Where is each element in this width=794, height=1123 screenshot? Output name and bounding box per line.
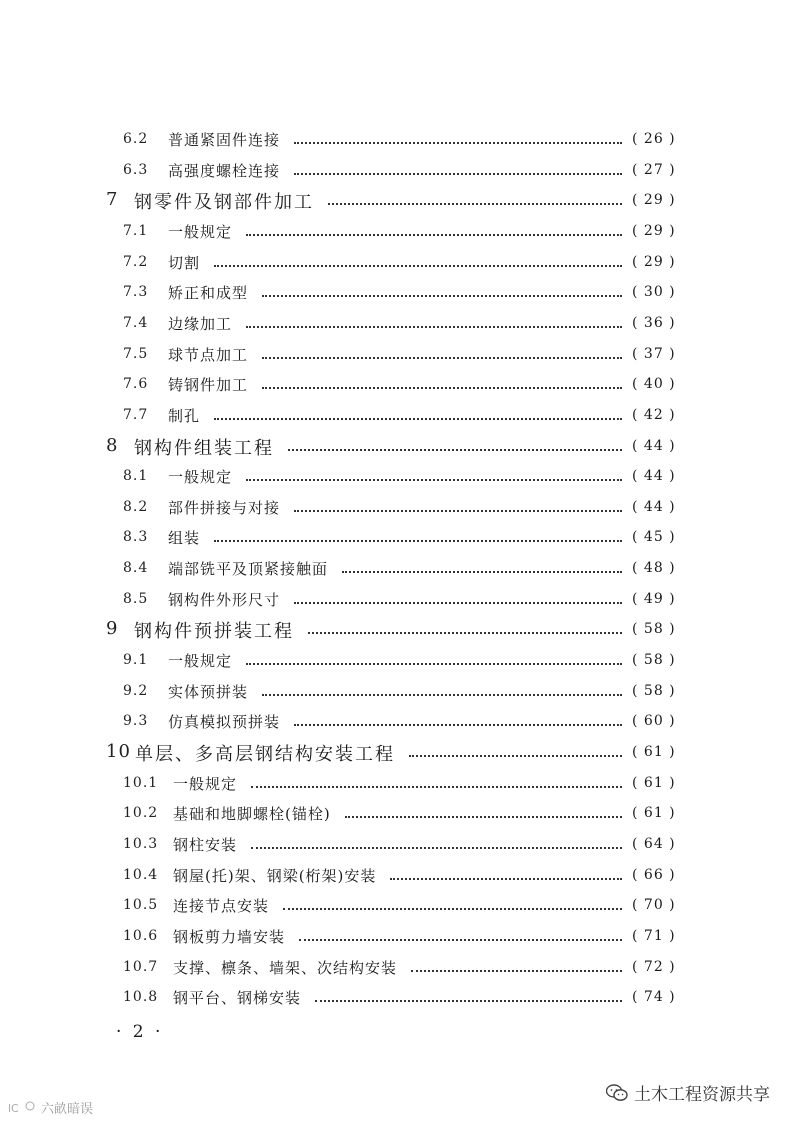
watermark-right-text: 土木工程资源共享 — [634, 1085, 770, 1105]
toc-page-number: ( 30 ) — [632, 284, 676, 301]
toc-section-entry — [0, 526, 794, 552]
toc-page-number: ( 60 ) — [632, 713, 676, 730]
toc-page-number: ( 29 ) — [632, 253, 676, 270]
toc-section-entry — [0, 404, 794, 430]
toc-title: 端部铣平及顶紧接触面 — [168, 560, 329, 579]
toc-section-entry — [0, 833, 794, 859]
toc-title: 切割 — [168, 253, 201, 272]
toc-page-number: ( 66 ) — [632, 866, 676, 883]
toc-section-entry — [0, 894, 794, 920]
toc-number: 9.1 — [123, 652, 149, 669]
toc-number: 10.5 — [123, 897, 159, 914]
toc-title: 钢零件及钢部件加工 — [134, 192, 314, 214]
toc-page-number: ( 29 ) — [632, 192, 676, 209]
toc-page-number: ( 42 ) — [632, 406, 676, 423]
toc-title: 铸钢件加工 — [168, 376, 249, 395]
toc-title: 一般规定 — [173, 774, 238, 793]
wechat-icon — [606, 1084, 628, 1102]
toc-title: 一般规定 — [168, 222, 233, 241]
toc-section-entry — [0, 802, 794, 828]
toc-section-entry — [0, 986, 794, 1012]
toc-page-number: ( 70 ) — [632, 897, 676, 914]
toc-number: 8.1 — [123, 468, 149, 485]
toc-page-number: ( 58 ) — [632, 682, 676, 699]
dot-leader — [262, 387, 622, 389]
toc-number: 10.6 — [123, 927, 159, 944]
toc-section-entry — [0, 373, 794, 399]
toc-page-number: ( 44 ) — [632, 437, 676, 454]
toc-title: 矫正和成型 — [168, 284, 249, 303]
dot-leader — [294, 173, 622, 175]
toc-section-entry — [0, 649, 794, 675]
dot-leader — [262, 295, 622, 297]
toc-number: 8 — [106, 434, 119, 456]
toc-number: 10 — [106, 741, 131, 762]
toc-page-number: ( 74 ) — [632, 989, 676, 1006]
dot-leader — [308, 632, 622, 634]
toc-number: 8.3 — [123, 529, 149, 546]
toc-number: 9.2 — [123, 682, 149, 699]
toc-chapter-entry — [0, 435, 794, 461]
toc-number: 10.4 — [123, 866, 159, 883]
toc-number: 6.2 — [123, 131, 149, 147]
toc-section-entry — [0, 557, 794, 583]
toc-number: 10.7 — [123, 958, 159, 975]
toc-page-number: ( 40 ) — [632, 376, 676, 393]
dot-leader — [214, 540, 622, 542]
toc-title: 钢构件外形尺寸 — [168, 590, 281, 609]
toc-page-number: ( 44 ) — [632, 468, 676, 485]
dot-leader — [342, 571, 622, 573]
dot-leader — [251, 786, 622, 788]
dot-leader — [288, 449, 622, 451]
toc-section-entry — [0, 159, 794, 185]
toc-title: 基础和地脚螺栓(锚栓) — [173, 805, 331, 824]
toc-section-entry — [0, 251, 794, 277]
toc-number: 8.5 — [123, 590, 149, 607]
toc-section-entry — [0, 128, 794, 154]
toc-title: 钢平台、钢梯安装 — [173, 989, 302, 1008]
toc-section-entry — [0, 343, 794, 369]
toc-number: 10.8 — [123, 989, 159, 1006]
toc-number: 7.2 — [123, 253, 149, 270]
toc-page-number: ( 61 ) — [632, 805, 676, 822]
dot-leader — [262, 694, 622, 696]
dot-leader — [283, 908, 622, 910]
dot-leader — [294, 142, 622, 144]
dot-leader — [262, 357, 622, 359]
toc-number: 7 — [106, 189, 119, 211]
dot-leader — [214, 418, 622, 420]
toc-chapter-entry — [0, 189, 794, 215]
svg-text:lC: lC — [8, 1101, 19, 1115]
toc-page-number: ( 27 ) — [632, 161, 676, 178]
toc-section-entry — [0, 496, 794, 522]
dot-leader — [294, 724, 622, 726]
toc-section-entry — [0, 956, 794, 982]
toc-number: 9.3 — [123, 713, 149, 730]
toc-title: 实体预拼装 — [168, 682, 249, 701]
toc-page-number: ( 26 ) — [632, 131, 676, 147]
toc-title: 单层、多高层钢结构安装工程 — [135, 744, 395, 765]
toc-title: 高强度螺栓连接 — [168, 161, 281, 180]
toc-title: 钢板剪力墙安装 — [173, 927, 286, 946]
logo-icon — [8, 1100, 38, 1116]
toc-title: 钢柱安装 — [173, 835, 238, 854]
toc-number: 6.3 — [123, 161, 149, 178]
toc-page-number: ( 64 ) — [632, 835, 676, 852]
toc-page-number: ( 29 ) — [632, 222, 676, 239]
toc-number: 7.3 — [123, 284, 149, 301]
toc-title: 普通紧固件连接 — [168, 131, 281, 149]
dot-leader — [294, 602, 622, 604]
toc-number: 7.4 — [123, 314, 149, 331]
toc-page-number: ( 49 ) — [632, 590, 676, 607]
toc-number: 10.2 — [123, 805, 159, 822]
toc-section-entry — [0, 864, 794, 890]
wechat-watermark — [606, 1080, 770, 1105]
dot-leader — [315, 1000, 622, 1002]
toc-page-number: ( 72 ) — [632, 958, 676, 975]
page-folio: · 2 · — [116, 1022, 164, 1042]
toc-number: 10.1 — [123, 774, 159, 791]
toc-number: 9 — [106, 618, 119, 640]
toc-section-entry — [0, 312, 794, 338]
toc-title: 一般规定 — [168, 652, 233, 671]
toc-title: 连接节点安装 — [173, 897, 270, 916]
dot-leader — [246, 234, 622, 236]
toc-section-entry — [0, 588, 794, 614]
dot-leader — [409, 755, 622, 757]
toc-section-entry — [0, 772, 794, 798]
toc-section-entry — [0, 281, 794, 307]
toc-title: 仿真模拟预拼装 — [168, 713, 281, 732]
toc-section-entry — [0, 925, 794, 951]
watermark-left-text: 六畝暗误 — [41, 1102, 94, 1117]
toc-section-entry — [0, 710, 794, 736]
toc-page-number: ( 44 ) — [632, 498, 676, 515]
toc-title: 边缘加工 — [168, 314, 233, 333]
dot-leader — [214, 265, 622, 267]
toc-page-number: ( 61 ) — [632, 744, 676, 760]
toc-number: 8.4 — [123, 560, 149, 577]
toc-page-number: ( 58 ) — [632, 621, 676, 638]
toc-number: 7.5 — [123, 345, 149, 362]
toc-section-entry — [0, 220, 794, 246]
toc-page-number: ( 36 ) — [632, 314, 676, 331]
dot-leader — [328, 203, 622, 205]
dot-leader — [390, 878, 622, 880]
toc-title: 制孔 — [168, 406, 201, 425]
toc-title: 部件拼接与对接 — [168, 498, 281, 517]
dot-leader — [299, 939, 622, 941]
dot-leader — [294, 510, 622, 512]
dot-leader — [246, 326, 622, 328]
toc-number: 7.6 — [123, 376, 149, 393]
toc-page-number: ( 58 ) — [632, 652, 676, 669]
toc-page-number: ( 71 ) — [632, 927, 676, 944]
toc-number: 7.1 — [123, 222, 149, 239]
toc-number: 7.7 — [123, 406, 149, 423]
toc-page-number: ( 37 ) — [632, 345, 676, 362]
dot-leader — [345, 816, 622, 818]
toc-title: 钢屋(托)架、钢梁(桁架)安装 — [173, 866, 377, 885]
toc-title: 球节点加工 — [168, 345, 249, 364]
toc-section-entry — [0, 465, 794, 491]
toc-title: 支撑、檩条、墙架、次结构安装 — [173, 958, 398, 977]
dot-leader — [246, 479, 622, 481]
toc-chapter-entry — [0, 741, 794, 767]
toc-number: 8.2 — [123, 498, 149, 515]
toc-chapter-entry — [0, 618, 794, 644]
toc-number: 10.3 — [123, 835, 159, 852]
toc-page-number: ( 61 ) — [632, 774, 676, 791]
corner-watermark — [8, 1098, 93, 1117]
dot-leader — [251, 847, 622, 849]
toc-title: 一般规定 — [168, 468, 233, 487]
dot-leader — [411, 970, 622, 972]
toc-section-entry — [0, 680, 794, 706]
toc-title: 组装 — [168, 529, 201, 548]
toc-title: 钢构件预拼装工程 — [134, 621, 294, 643]
toc-title: 钢构件组装工程 — [134, 437, 274, 459]
toc-page-number: ( 48 ) — [632, 560, 676, 577]
dot-leader — [246, 663, 622, 665]
toc-page-number: ( 45 ) — [632, 529, 676, 546]
